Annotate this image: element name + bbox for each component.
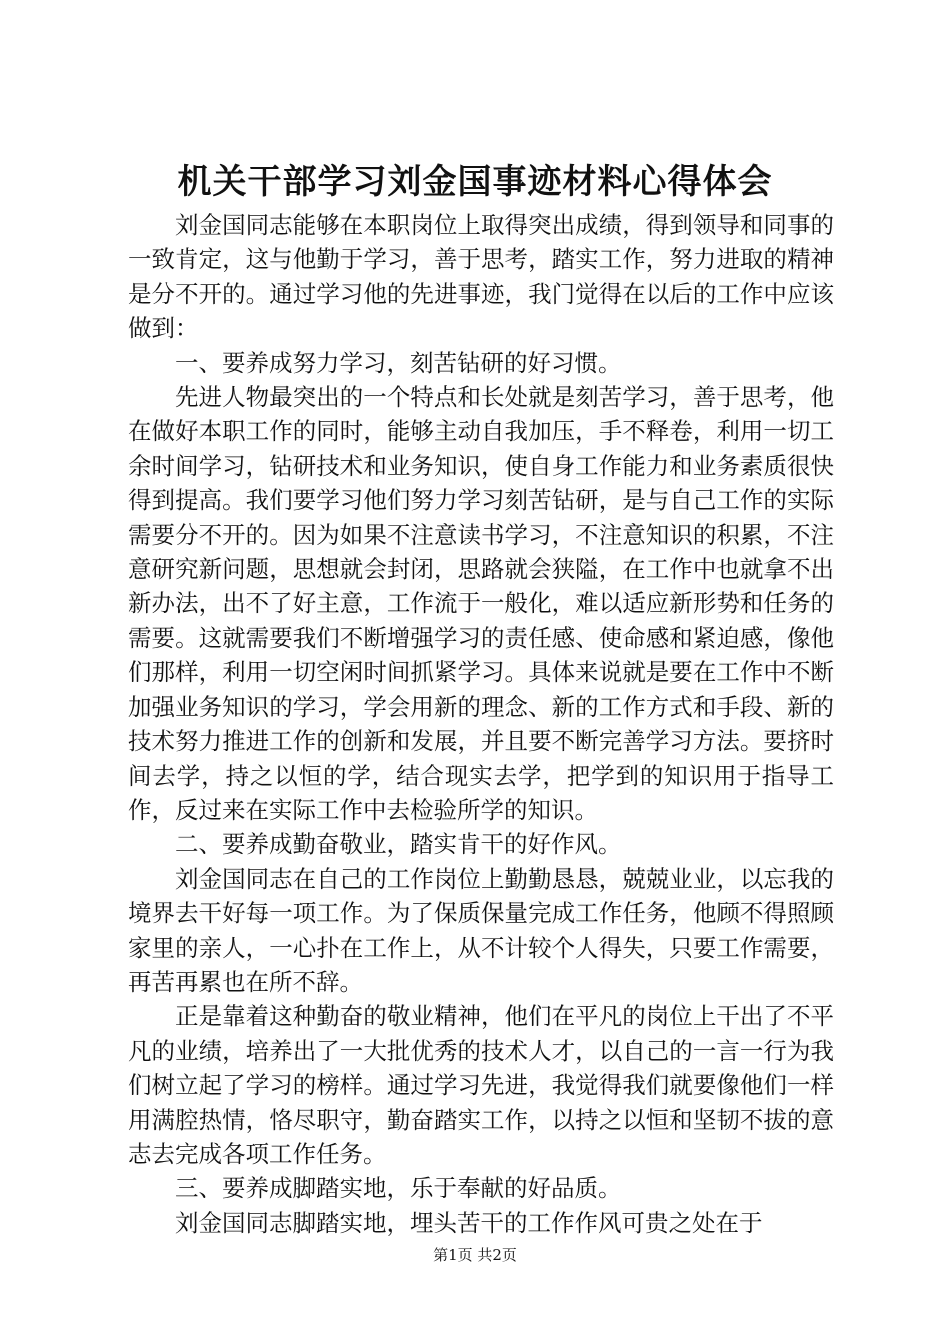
document-title: 机关干部学习刘金国事迹材料心得体会 [177,162,773,202]
paragraph-down-to-earth: 刘金国同志脚踏实地，埋头苦干的工作作风可贵之处在于 [175,1208,763,1237]
paragraph-diligence: 刘金国同志在自己的工作岗位上勤勤恳恳，兢兢业业，以忘我的境界去干好每一项工作。为了保质保量完成工作任务，他顾不得照顾家里的亲人，一心扑在工作上，从不计较个人得失，只要工作需要，再苦再累也在所不辞。 [128,864,834,996]
paragraph-study: 先进人物最突出的一个特点和长处就是刻苦学习，善于思考，他在做好本职工作的同时，能够主动自我加压，手不释卷，利用一切工余时间学习，钻研技术和业务知识，使自身工作能力和业务素质很快得到提高。我们要学习他们努力学习刻苦钻研，是与自己工作的实际需要分不开的。因为如果不注意读书学习，不注意知识的积累，不注意研究新问题，思想就会封闭，思路就会狭隘，在工作中也就拿不出新办法，出不了好主意，工作流于一般化，难以适应新形势和任务的需要。这就需要我们不断增强学习的责任感、使命感和紧迫感，像他们那样，利用一切空闲时间抓紧学习。具体来说就是要在工作中不断加强业务知识的学习，学会用新的理念、新的工作方式和手段、新的技术努力推进工作的创新和发展，并且要不断完善学习方法。要挤时间去学，持之以恒的学，结合现实去学，把学到的知识用于指导工作，反过来在实际工作中去检验所学的知识。 [128,383,834,824]
section-heading-1: 一、要养成努力学习，刻苦钻研的好习惯。 [175,348,622,377]
section-heading-3: 三、要养成脚踏实地，乐于奉献的好品质。 [175,1174,622,1203]
document-body [128,208,834,1240]
paragraph-intro: 刘金国同志能够在本职岗位上取得突出成绩，得到领导和同事的一致肯定，这与他勤于学习，善于思考，踏实工作，努力进取的精神是分不开的。通过学习他的先进事迹，我门觉得在以后的工作中应该做到： [128,211,834,343]
paragraph-dedication: 正是靠着这种勤奋的敬业精神，他们在平凡的岗位上干出了不平凡的业绩，培养出了一大批优秀的技术人才，以自己的一言一行为我们树立起了学习的榜样。通过学习先进，我觉得我们就要像他们一样用满腔热情，恪尽职守，勤奋踏实工作，以持之以恒和坚韧不拔的意志去完成各项工作任务。 [128,1002,834,1168]
page-number-footer: 第1页 共2页 [433,1246,517,1264]
section-heading-2: 二、要养成勤奋敬业，踏实肯干的好作风。 [175,830,622,859]
